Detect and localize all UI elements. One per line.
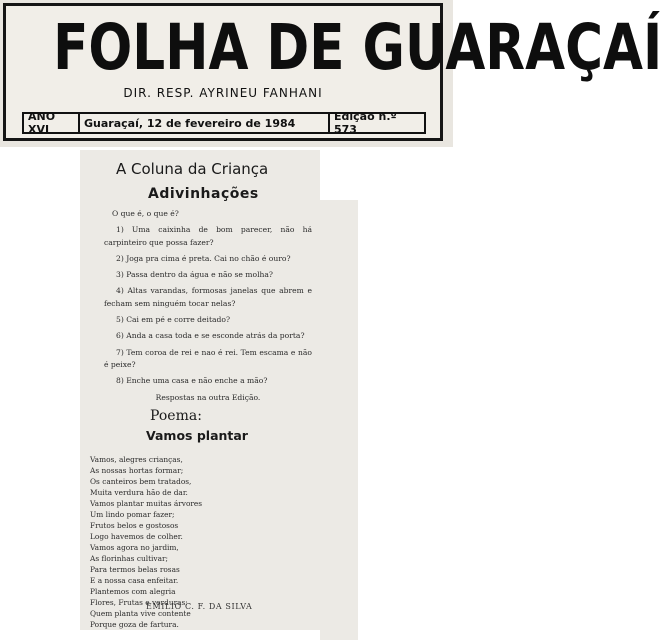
poem-author: EMILIO C. F. DA SILVA: [146, 602, 253, 611]
riddles-intro: O que é, o que é?: [112, 209, 179, 218]
riddle-item: 6) Anda a casa toda e se esconde atrás da porta?: [116, 331, 305, 341]
issue-year: ANO XVI: [24, 114, 80, 132]
riddle-item: 1) Uma caixinha de bom parecer, não há carpinteiro que possa fazer?: [104, 225, 312, 247]
poem-line: Os canteiros bem tratados,: [90, 477, 192, 486]
masthead-frame: [3, 3, 662, 141]
poem-line: Plantemos com alegria: [90, 587, 176, 596]
poem-line: Vamos agora no jardim,: [90, 543, 179, 552]
riddles-block: [104, 208, 312, 408]
poem-line: Flores, Frutas e verduras;: [90, 598, 188, 607]
newspaper-title: FOLHA DE GUARAÇAÍ: [53, 11, 662, 84]
issue-place-date: Guaraçaí, 12 de fevereiro de 1984: [80, 114, 330, 132]
poem-line: Para termos belas rosas: [90, 565, 180, 574]
poem-line: Logo havemos de colher.: [90, 532, 183, 541]
poem-line: Porque goza de fartura.: [90, 620, 179, 629]
riddle-item: 3) Passa dentro da água e não se molha?: [116, 270, 273, 280]
section-title: A Coluna da Criança: [116, 160, 269, 178]
poem-line: Muita verdura hão de dar.: [90, 488, 188, 497]
poem-line: E a nossa casa enfeitar.: [90, 576, 179, 585]
poem-line: Frutos belos e gostosos: [90, 521, 179, 530]
masthead-clipping: [0, 0, 662, 147]
riddles-heading: Adivinhações: [148, 186, 259, 202]
poem-line: Vamos plantar muitas árvores: [90, 499, 203, 508]
riddle-item: 5) Cai em pé e corre deitado?: [116, 315, 231, 325]
issue-info-bar: [22, 112, 426, 134]
poem-line: Um lindo pomar fazer;: [90, 510, 175, 519]
poem-line: Vamos, alegres crianças,: [90, 455, 183, 464]
issue-edition: Edição n.º 573: [334, 110, 397, 136]
riddle-item: 7) Tem coroa de rei e nao é rei. Tem escama e não é peixe?: [104, 347, 312, 369]
riddle-item: 8) Enche uma casa e não enche a mão?: [116, 376, 268, 386]
poem-line: As florinhas cultivar;: [90, 554, 169, 563]
answers-note: Respostas na outra Edição.: [155, 392, 261, 402]
director-line: DIR. RESP. AYRINEU FANHANI: [123, 86, 323, 100]
poem-line: Quem planta vive contente: [90, 609, 191, 618]
riddle-item: 4) Altas varandas, formosas janelas que abrem e fecham sem ninguém tocar nelas?: [104, 286, 312, 308]
riddle-item: 2) Joga pra cima é preta. Cai no chão é ouro?: [116, 253, 291, 263]
poem-label: Poema:: [150, 408, 202, 424]
poem-line: As nossas hortas formar;: [90, 466, 184, 475]
column-clipping-edge: [320, 200, 358, 640]
poem-title: Vamos plantar: [146, 428, 248, 443]
